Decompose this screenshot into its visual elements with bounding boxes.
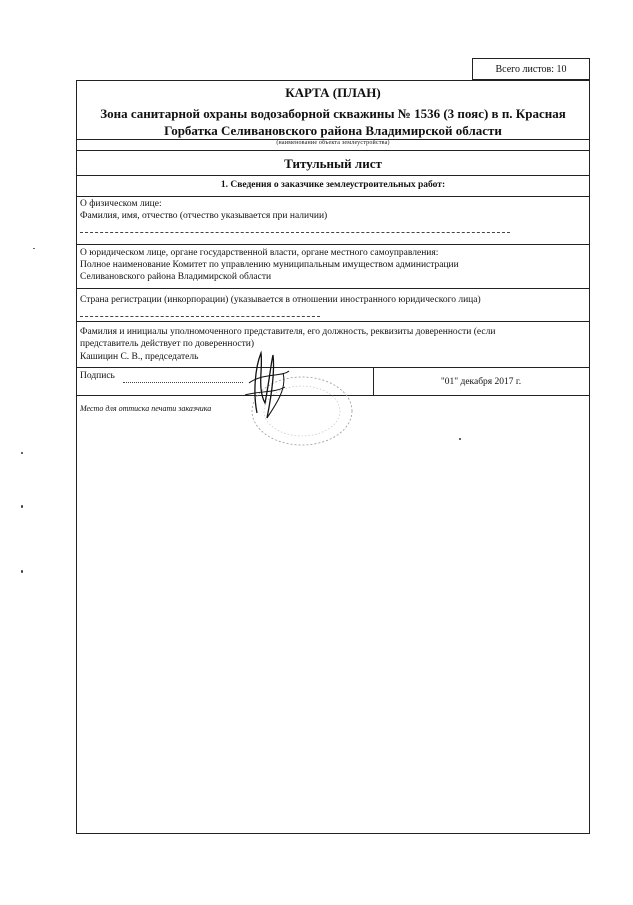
sheets-count-box bbox=[472, 58, 590, 80]
divider bbox=[77, 288, 589, 289]
signature-label: Подпись bbox=[80, 371, 115, 381]
fill-line bbox=[80, 232, 510, 233]
sheets-count-value: 10 bbox=[556, 63, 567, 75]
divider bbox=[77, 321, 589, 322]
representative-value: Кашицин С. В., председатель bbox=[80, 352, 199, 362]
individual-label: О физическом лице: bbox=[80, 199, 162, 209]
country-label: Страна регистрации (инкорпорации) (указывается в отношении иностранного юридического лица) bbox=[80, 295, 481, 305]
representative-label-line-2: представитель действует по доверенности) bbox=[80, 339, 255, 349]
sheets-count-label: Всего листов: bbox=[495, 63, 555, 75]
divider bbox=[77, 175, 589, 176]
scan-speck bbox=[21, 452, 23, 454]
stamp-place-label: Место для оттиска печати заказчика bbox=[80, 404, 212, 413]
section-heading: 1. Сведения о заказчике землеустроительных работ: bbox=[220, 180, 446, 190]
scan-speck bbox=[33, 248, 35, 249]
object-caption: (наименование объекта землеустройства) bbox=[276, 140, 390, 146]
individual-name-label: Фамилия, имя, отчество (отчество указывается при наличии) bbox=[80, 211, 328, 221]
scan-speck bbox=[21, 505, 23, 508]
divider bbox=[77, 367, 589, 368]
divider bbox=[77, 196, 589, 197]
divider bbox=[77, 150, 589, 151]
document-title: КАРТА (ПЛАН) bbox=[285, 85, 381, 100]
representative-label-line-1: Фамилия и инициалы уполномоченного представителя, его должность, реквизиты доверенности (если bbox=[80, 327, 496, 337]
object-name-line-2: Горбатка Селивановского района Владимирской области bbox=[164, 123, 502, 138]
object-name bbox=[77, 105, 589, 139]
legal-fullname-line-1: Полное наименование Комитет по управлению муниципальным имуществом администрации bbox=[80, 260, 459, 270]
scan-speck bbox=[21, 570, 23, 573]
sheet-heading: Титульный лист bbox=[284, 156, 382, 171]
signature-date: "01" декабря 2017 г. bbox=[440, 377, 522, 387]
signature-line bbox=[123, 382, 243, 383]
legal-fullname-line-2: Селивановского района Владимирской области bbox=[80, 272, 272, 282]
fill-line bbox=[80, 316, 320, 317]
handwritten-signature bbox=[227, 343, 317, 423]
divider bbox=[77, 244, 589, 245]
legal-entity-label: О юридическом лице, органе государственной власти, органе местного самоуправления: bbox=[80, 248, 439, 258]
object-name-line-1: Зона санитарной охраны водозаборной скважины № 1536 (3 пояс) в п. Красная bbox=[100, 106, 566, 121]
scan-speck bbox=[459, 438, 461, 440]
title-sheet-frame bbox=[76, 80, 590, 834]
